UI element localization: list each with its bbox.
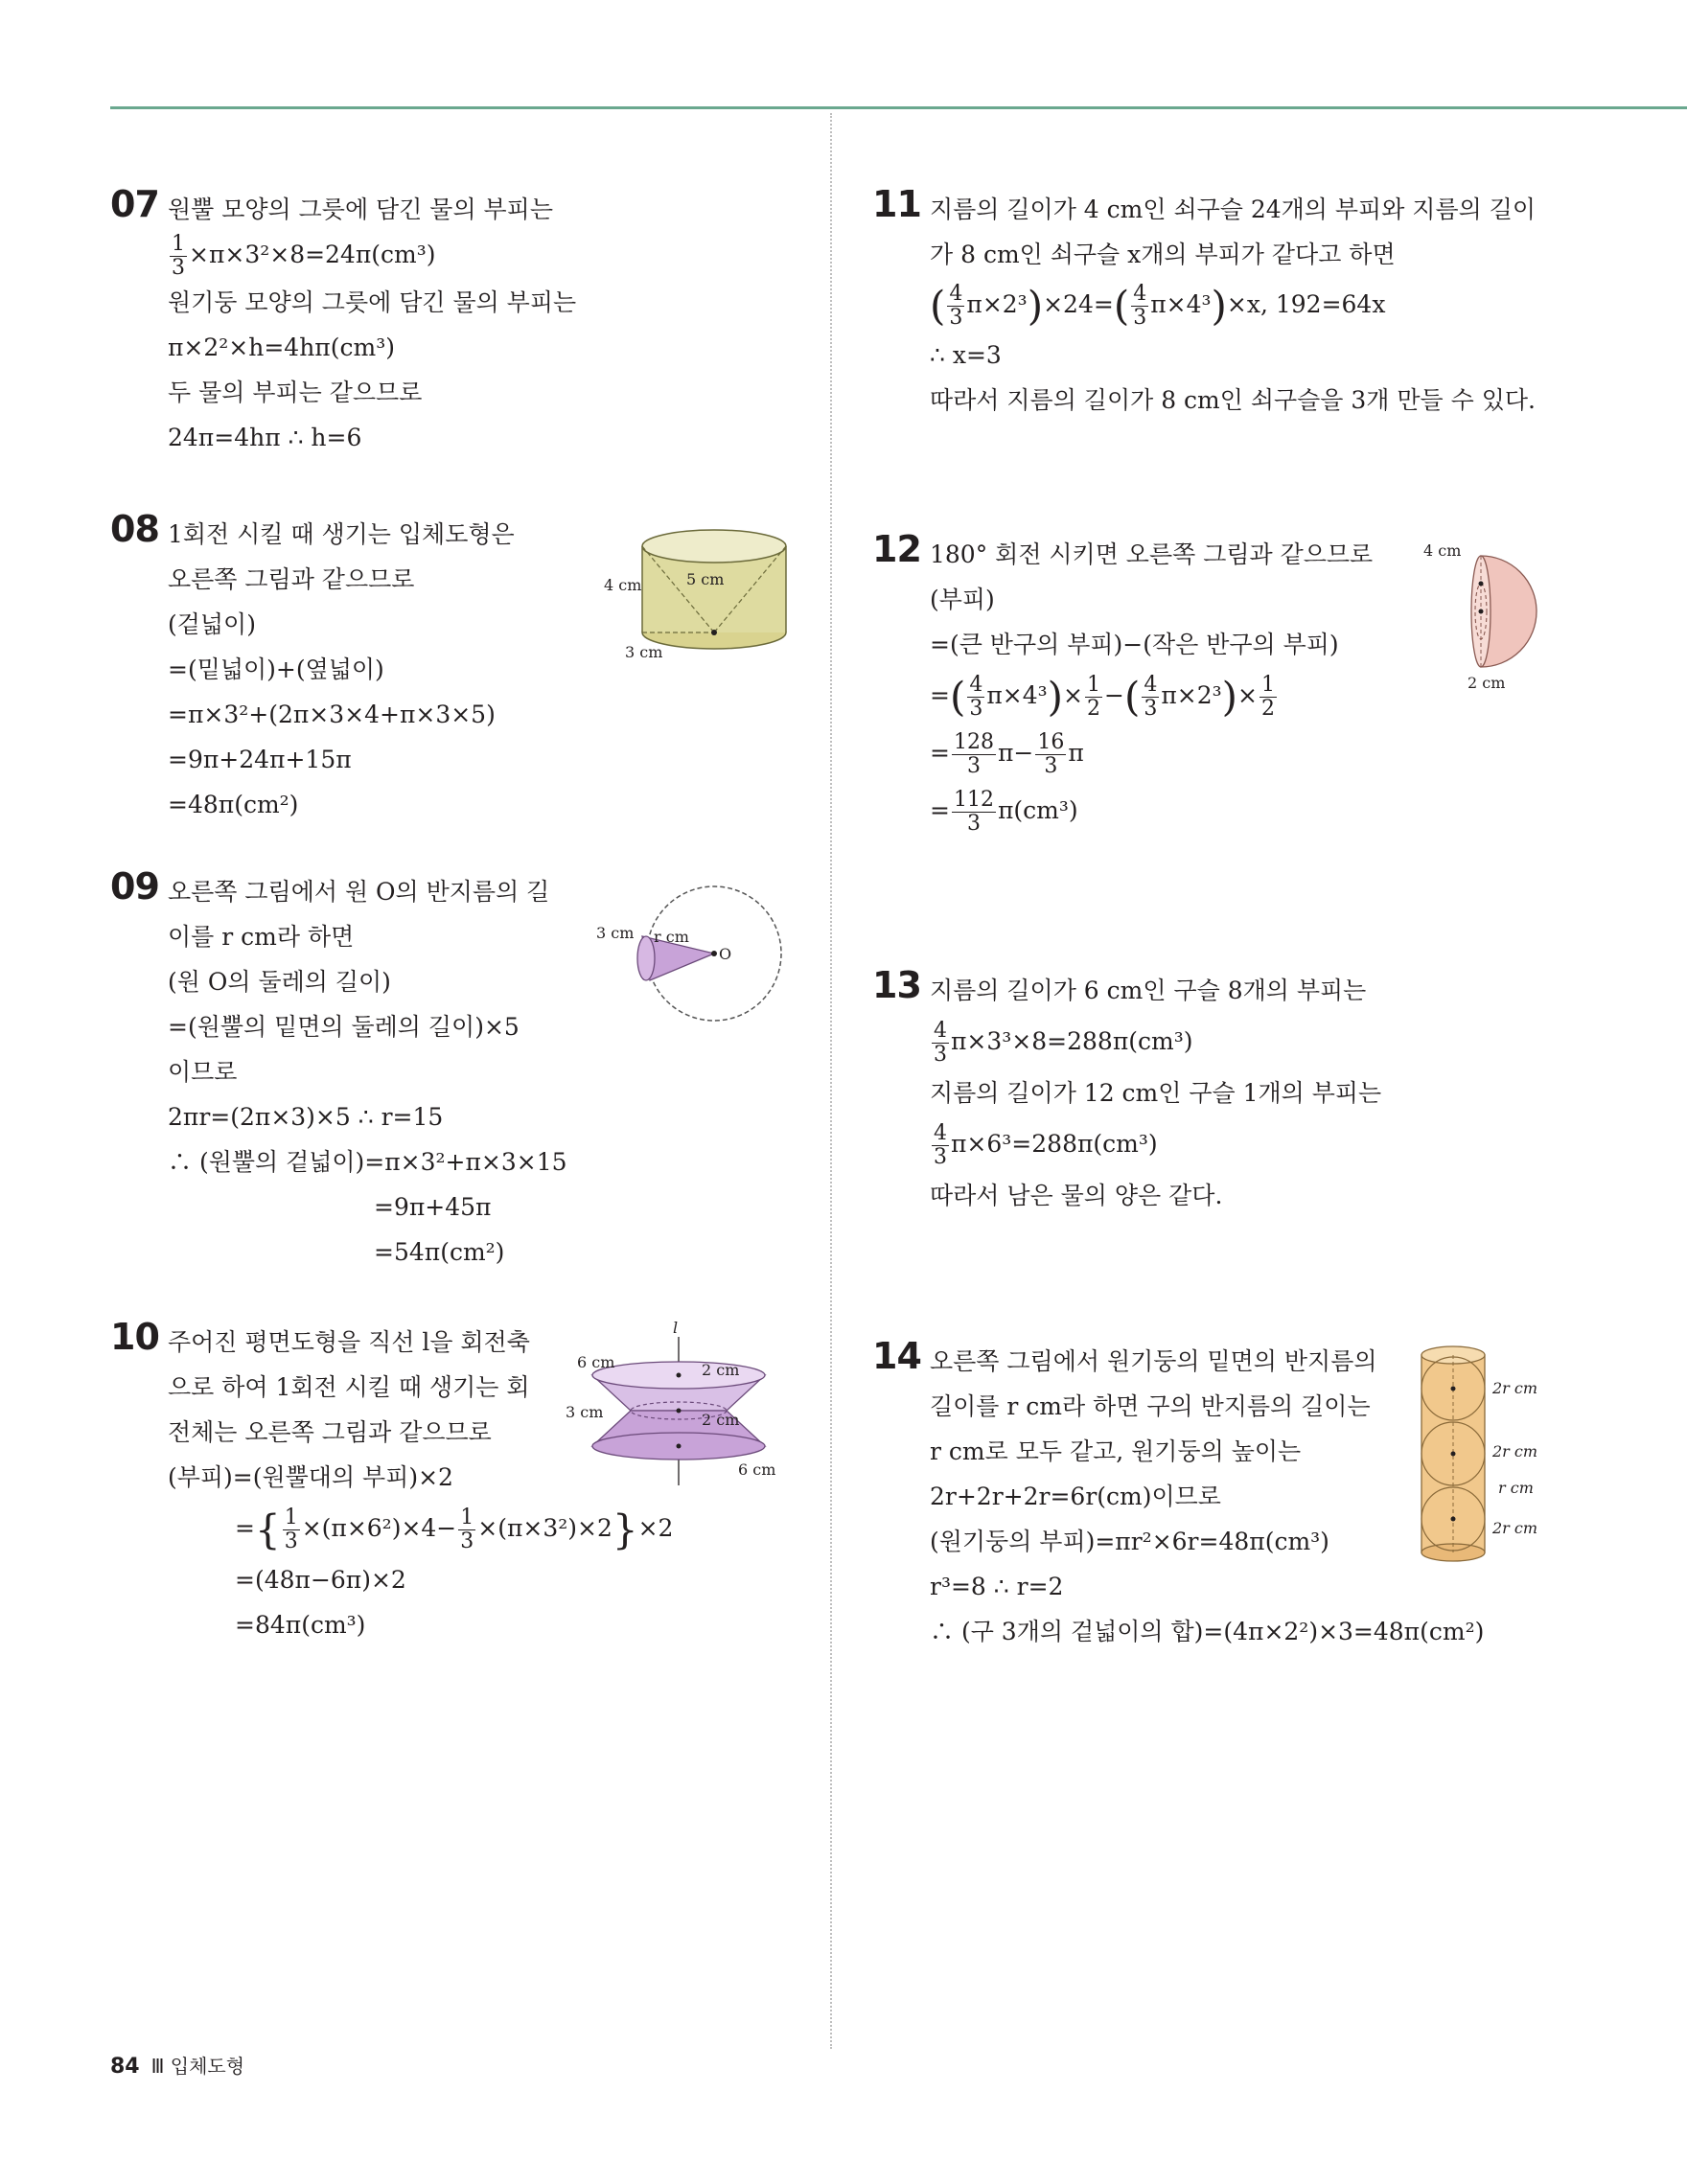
solution-line: 2r+2r+2r=6r(cm)이므로 [930,1483,1221,1510]
problem-12 [872,528,1374,839]
solution-line: =54π(cm²) [374,1238,505,1266]
problem-number: 11 [872,183,921,225]
solution-line: = $\frac{112}{3}$ π(cm³) [930,788,1078,836]
dim-label: 2 cm [702,1411,740,1429]
cylinder-cone-figure [594,517,796,671]
cylinder-spheres-figure [1414,1342,1558,1572]
solution-line: 길이를 r cm라 하면 구의 반지름의 길이는 [930,1392,1371,1420]
solution-line: (부피)=(원뿔대의 부피)×2 [168,1463,453,1491]
fraction: $\frac{1}{3}$ [172,232,185,280]
problem-13 [872,964,1382,1218]
solution-line: 원기둥 모양의 그릇에 담긴 물의 부피는 [168,288,577,316]
center-label: O [719,945,732,963]
chapter-label: Ⅲ 입체도형 [150,2055,245,2078]
dim-label: 4 cm [604,576,642,594]
solution-line: $\frac{1}{3}$ ×π×3²×8=24π(cm³) [172,232,436,280]
solution-line: r cm로 모두 같고, 원기둥의 높이는 [930,1437,1302,1465]
solution-line: 1회전 시킬 때 생기는 입체도형은 [168,520,515,548]
problem-09 [110,865,567,1275]
solution-line: $\frac{4}{3}$ π×3³×8=288π(cm³) [934,1019,1193,1067]
problem-08 [110,508,515,827]
problem-07 [110,183,577,460]
dim-label: 2r cm [1492,1442,1538,1460]
solution-line: 가 8 cm인 쇠구슬 x개의 부피가 같다고 하면 [930,241,1396,268]
solution-line: ( $\frac{4}{3}$ π×2³)×24=( $\frac{4}{3}$ π×4³)×x, 192=64x [930,282,1386,330]
column-divider [830,113,832,2049]
dim-label: 6 cm [738,1460,776,1479]
double-frustum-figure [566,1318,796,1490]
solution-line: =( $\frac{4}{3}$ π×4³)× $\frac{1}{2}$ −( $\frac{4}{3}$ π×2³)× $\frac{1}{2}$ [930,673,1275,721]
solution-line: 원뿔 모양의 그릇에 담긴 물의 부피는 [168,195,553,223]
solution-line: 2πr=(2π×3)×5 ∴ r=15 [168,1103,444,1131]
problem-number: 12 [872,528,921,570]
dim-label: r cm [654,928,689,946]
solution-line: ∴ x=3 [930,341,1002,369]
solution-line: =π×3²+(2π×3×4+π×3×5) [168,701,496,728]
dim-label: 4 cm [1423,541,1462,560]
solution-line: =(밑넓이)+(옆넓이) [168,655,384,683]
solution-line: 이므로 [168,1058,238,1086]
solution-line: 이를 r cm라 하면 [168,923,355,951]
problem-11 [872,183,1537,423]
solution-line: (원기둥의 부피)=πr²×6r=48π(cm³) [930,1528,1329,1555]
solution-line: =(큰 반구의 부피)−(작은 반구의 부피) [930,631,1339,658]
dim-label: 2 cm [1467,674,1506,692]
solution-line: =9π+24π+15π [168,746,352,773]
page-footer [110,2051,244,2079]
cone-on-circle-figure [594,877,796,1030]
dim-label: 3 cm [596,924,635,942]
solution-line: = $\frac{128}{3}$ π− $\frac{16}{3}$ π [930,730,1084,778]
problem-number: 08 [110,508,159,550]
solution-line: 지름의 길이가 12 cm인 구슬 1개의 부피는 [930,1079,1382,1107]
solution-line: 오른쪽 그림과 같으므로 [168,565,415,593]
solution-line: ∴ (구 3개의 겉넓이의 합)=(4π×2²)×3=48π(cm²) [930,1618,1485,1645]
solution-line: 따라서 남은 물의 양은 같다. [930,1182,1223,1209]
solution-line: =9π+45π [374,1193,492,1221]
page-number: 84 [110,2055,140,2079]
problem-number: 10 [110,1316,159,1358]
solution-line: =(48π−6π)×2 [235,1566,406,1594]
hemisphere-figure [1423,537,1567,700]
solution-line: 전체는 오른쪽 그림과 같으므로 [168,1418,492,1446]
solution-line: 으로 하여 1회전 시킬 때 생기는 회 [168,1373,530,1401]
solution-line: ∴ (원뿔의 겉넓이)=π×3²+π×3×15 [168,1148,567,1176]
dim-label: 2 cm [702,1361,740,1379]
top-rule [110,106,1687,109]
solution-line: (겉넓이) [168,610,256,638]
solution-line: 24π=4hπ ∴ h=6 [168,424,362,451]
problem-number: 07 [110,183,159,225]
problem-number: 09 [110,865,159,908]
solution-line: =84π(cm³) [235,1611,366,1639]
solution-line: 주어진 평면도형을 직선 l을 회전축 [168,1328,530,1356]
solution-line: 지름의 길이가 6 cm인 구슬 8개의 부피는 [930,977,1367,1004]
solution-line: =48π(cm²) [168,791,299,818]
dim-label: 3 cm [566,1403,604,1421]
solution-line: $\frac{4}{3}$ π×6³=288π(cm³) [934,1121,1158,1169]
solution-line: (원 O의 둘레의 길이) [168,968,391,996]
dim-label: 2r cm [1492,1379,1538,1397]
dim-label: 3 cm [625,643,663,661]
solution-line: π×2²×h=4hπ(cm³) [168,333,395,361]
solution-line: 오른쪽 그림에서 원기둥의 밑면의 반지름의 [930,1347,1377,1375]
solution-line: r³=8 ∴ r=2 [930,1573,1064,1600]
solution-line: 오른쪽 그림에서 원 O의 반지름의 길 [168,878,550,906]
dim-label: 5 cm [686,570,725,588]
dim-label: r cm [1498,1479,1534,1497]
axis-label: l [673,1319,679,1337]
problem-number: 14 [872,1335,921,1377]
dim-label: 6 cm [577,1353,615,1371]
solution-line: 지름의 길이가 4 cm인 쇠구슬 24개의 부피와 지름의 길이 [930,195,1537,223]
problem-14 [872,1335,1485,1654]
dim-label: 2r cm [1492,1519,1538,1537]
problem-number: 13 [872,964,921,1006]
solution-line: 180° 회전 시키면 오른쪽 그림과 같으므로 [930,540,1374,568]
solution-line: =(원뿔의 밑면의 둘레의 길이)×5 [168,1013,520,1041]
solution-line: 따라서 지름의 길이가 8 cm인 쇠구슬을 3개 만들 수 있다. [930,386,1536,414]
solution-line: ={ $\frac{1}{3}$ ×(π×6²)×4− $\frac{1}{3}$ ×(π×3²)×2}×2 [235,1506,674,1553]
solution-line: (부피) [930,586,995,613]
solution-line: 두 물의 부피는 같으므로 [168,379,423,406]
